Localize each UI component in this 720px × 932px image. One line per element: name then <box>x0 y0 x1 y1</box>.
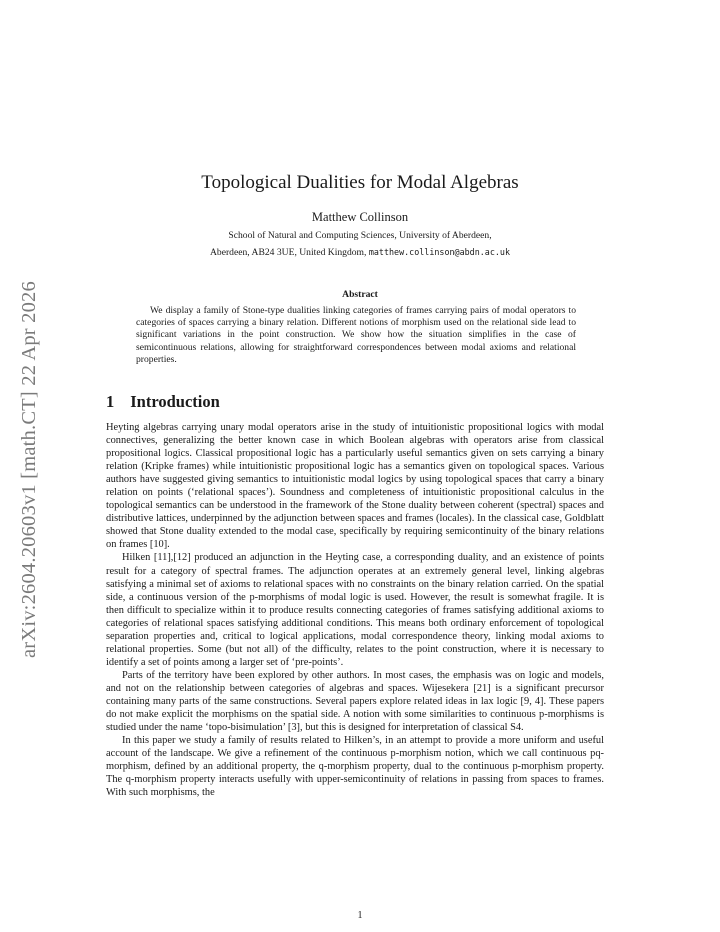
paragraph: In this paper we study a family of results related to Hilken’s, in an attempt to provide a more uniform and useful account of the landscape. We give a refinement of the continuous p-morphism notion, which we call continuous pq-morphism, defined by an additional property, the q-morphism property, dual to the continuous p-morphism property. The q-morphism property interacts usefully with upper-semicontinuity of relations in passing from spaces to frames. With such morphisms, the <box>106 735 604 799</box>
abstract-body: We display a family of Stone-type dualities linking categories of frames carrying pairs of modal operators to categories of spaces carrying a binary relation. Different notions of morphism used on the relational side lead to significant variations in the point construction. We show how the situation simplifies in the case of semicontinuous relations, allowing for straightforward correspondences between modal axioms and relational properties. <box>136 305 576 365</box>
affiliation-address: Aberdeen, AB24 3UE, United Kingdom, <box>210 247 369 258</box>
section-title: Introduction <box>130 392 220 411</box>
section-number: 1 <box>106 392 115 411</box>
affiliation-line-2 <box>0 247 720 258</box>
section-heading <box>106 392 220 412</box>
paragraph: Hilken [11],[12] produced an adjunction in the Heyting case, a corresponding duality, and an existence of points result for a category of spectral frames. The adjunction operates at an extremely general level, linking algebras satisfying a minimal set of axioms to relational spaces with no constraints on the binary relation carried. On the spatial side, a continuous version of the p-morphisms of modal logic is used. However, the result is somewhat fragile. It is then difficult to specialize within it to produce results connecting categories of frames satisfying additional axioms to categories of relational spaces satisfying additional conditions. This means both ordinary enforcement of topological separation properties and, critical to logical applications, modal correspondence theory, linking modal axioms to relational properties. Some (but not all) of the difficulty, relates to the point construction, where it is necessary to identify a set of points among a larger set of ‘pre-points’. <box>106 552 604 668</box>
paragraph: Heyting algebras carrying unary modal operators arise in the study of intuitionistic propositional logics with modal connectives, generalizing the better known case in which Boolean algebras with operators arise from classical propositional logics. Classical propositional logic has a particularly useful semantics given on sets carrying a binary relation (Kripke frames) while intuitionistic propositional logic has a semantics given on topological spaces. Various authors have suggested giving semantics to intuitionistic modal logics by using topological spaces that carry a binary relation on points (‘relational spaces’). Soundness and completeness of intuitionistic propositional calculus in the topological semantics can be understood in the framework of the Stone duality between coherent (spectral) spaces and distributive lattices, underpinned by the adjunction between spaces and frames (locales). In the classical case, Goldblatt showed that Stone duality extended to the modal case, specifically by requiring semicontinuity of the binary relations on frames [10]. <box>106 422 604 551</box>
paper-title: Topological Dualities for Modal Algebras <box>201 172 519 193</box>
affiliation-line-1: School of Natural and Computing Sciences, University of Aberdeen, <box>228 230 492 241</box>
paragraph: Parts of the territory have been explored by other authors. In most cases, the emphasis was on logic and models, and not on the relationship between categories of algebras and spaces. Wijesekera [21] is a significant precursor containing many parts of the same constructions. Several papers explore related ideas in lax logic [9, 4]. These papers do not make explicit the morphisms on the spatial side. A notion with some similarities to continuous p-morphisms is studied under the name ‘topo-bisimulation’ [3], but this is designed for interpretation of classical S4. <box>106 669 604 734</box>
body-text <box>106 421 604 799</box>
arxiv-identifier: arXiv:2604.20603v1 [math.CT] 22 Apr 2026 <box>18 281 40 658</box>
abstract-heading: Abstract <box>342 289 378 300</box>
author-name: Matthew Collinson <box>311 210 409 224</box>
author-email: matthew.collinson@abdn.ac.uk <box>368 247 510 257</box>
page-number: 1 <box>357 910 363 921</box>
